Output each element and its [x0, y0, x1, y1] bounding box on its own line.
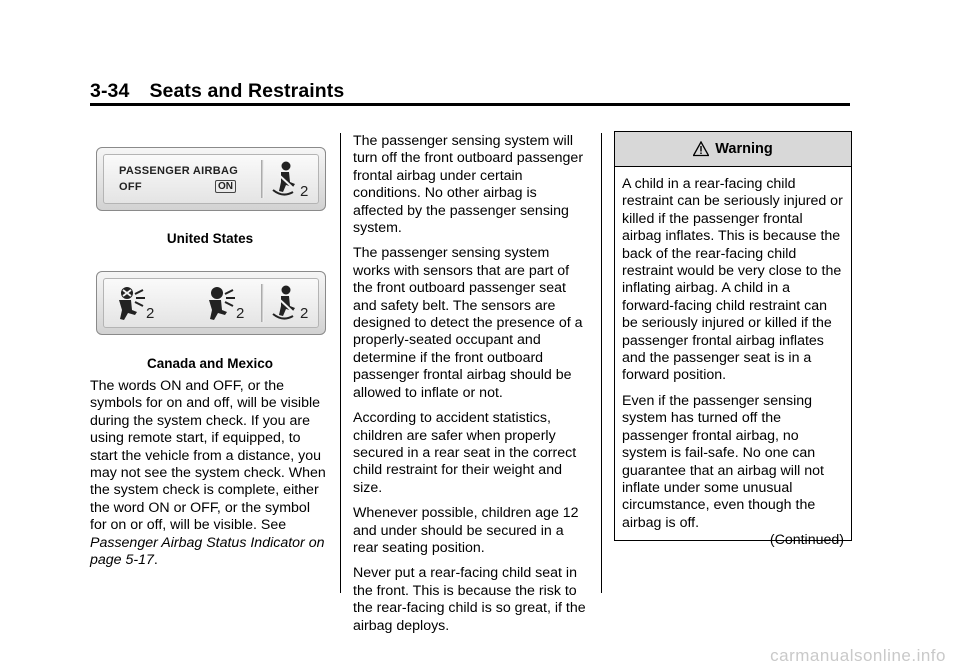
column-2-text — [353, 133, 589, 643]
paragraph: Never put a rear-facing child seat in the front. This is because the risk to the rear-facing child is so great, if the airbag deploys. — [353, 565, 586, 634]
section-title: Seats and Restraints — [149, 80, 345, 102]
paragraph: According to accident statistics, children are safer when properly secured in a rear seat in the correct child restraint for their weight and size. — [353, 410, 577, 496]
paragraph: The passenger sensing system will turn off the front outboard passenger frontal airbag under certain conditions. No other airbag is affected by the passenger sensing system. — [353, 133, 584, 237]
panel-text-off: OFF — [119, 181, 142, 193]
paragraph: The passenger sensing system works with sensors that are part of the front outboard passenger seat and safety belt. The sensors are designed to detect the presence of a properly-seated occupant and determine if the front outboard passenger frontal airbag should be allowed to inflate or not. — [353, 245, 583, 401]
figure-caption-us: United States — [166, 231, 254, 246]
seatbelt-occupant-icon — [269, 284, 299, 322]
panel-separator — [261, 284, 264, 322]
page-header — [90, 80, 344, 103]
watermark: carmanualsonline.info — [770, 646, 946, 665]
panel-seat-number-3: 2 — [300, 305, 309, 322]
column-divider — [340, 133, 341, 593]
panel-seat-number: 2 — [300, 183, 309, 200]
continued-label: (Continued) — [769, 532, 844, 549]
panel-separator — [261, 160, 264, 198]
panel-seat-number-1: 2 — [146, 305, 155, 322]
column-divider — [601, 133, 602, 593]
airbag-off-icon — [113, 284, 147, 324]
airbag-on-icon — [203, 284, 237, 324]
paragraph: The words ON and OFF, or the symbols for on and off, will be visible during the system check. If you are using remote start, if equipped, to start the vehicle from a distance, you may not see the system check. When the system check is complete, either the word ON or OFF, or the symbol for on or off, will be visible. See Passenger Airbag Status Indicator on page 5-17. — [90, 378, 326, 569]
canada-airbag-status-panel — [96, 271, 326, 335]
column-1-text — [90, 378, 330, 577]
warning-box — [614, 131, 852, 549]
cross-reference-link[interactable]: Passenger Airbag Status Indicator on page 5-17 — [90, 534, 325, 569]
figure-caption-canada-mexico: Canada and Mexico — [146, 356, 274, 371]
paragraph: Whenever possible, children age 12 and under should be secured in a rear seating position. — [353, 505, 579, 556]
warning-title: Warning — [715, 141, 773, 157]
us-airbag-status-panel — [96, 147, 326, 211]
panel-text-passenger-airbag: PASSENGER AIRBAG — [119, 165, 239, 177]
page-number: 3-34 — [90, 80, 130, 102]
panel-seat-number-2: 2 — [236, 305, 245, 322]
warning-triangle-icon — [693, 141, 709, 157]
paragraph: A child in a rear-facing child restraint can be seriously injured or killed if the passenger frontal airbag inflates. This is because the back of the rear-facing child restraint would be very close to the inflating airbag. A child in a forward-facing child restraint can be seriously injured or killed if the passenger frontal airbag inflates and the passenger seat is in a forward position. — [622, 176, 843, 384]
warning-header — [615, 132, 851, 167]
panel-on-indicator: ON — [215, 180, 236, 193]
seatbelt-occupant-icon — [269, 160, 299, 198]
warning-body — [615, 167, 851, 550]
paragraph: Even if the passenger sensing system has turned off the passenger frontal airbag, no system is fail-safe. No one can guarantee that an airbag will not inflate under some unusual circumstance, even though the airbag is off. — [622, 392, 824, 531]
header-rule — [90, 103, 850, 106]
